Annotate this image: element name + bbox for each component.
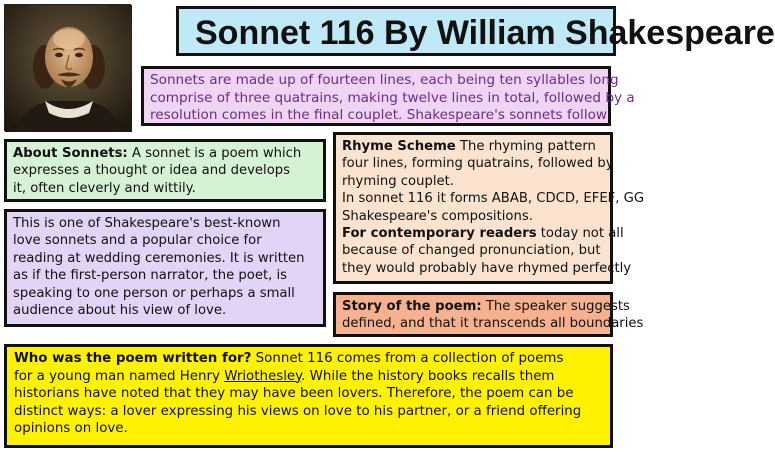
about-line: expresses a thought or idea and develops	[13, 163, 291, 179]
story-line: defined, and that it transcends all boundaries	[342, 316, 644, 332]
rhyme-label: Rhyme Scheme	[342, 139, 456, 154]
rhyme-line: Shakespeare's compositions.	[342, 208, 533, 224]
about-sonnets-panel	[4, 139, 326, 202]
love-line: speaking to one person or perhaps a small	[13, 285, 295, 301]
who-text: Sonnet 116 comes from a collection of poems	[251, 351, 564, 366]
who-line	[14, 368, 610, 386]
about-line	[13, 145, 323, 162]
love-line: love sonnets and a popular choice for	[13, 233, 262, 249]
love-sonnet-panel	[4, 209, 326, 327]
who-line	[14, 350, 610, 368]
about-line: it, often cleverly and wittily.	[13, 180, 196, 196]
love-line: as if the first-person narrator, the poet, is	[13, 268, 288, 284]
who-text: for a young man named Henry	[14, 368, 225, 384]
rhyme-scheme-panel	[333, 132, 645, 284]
intro-panel	[141, 66, 635, 126]
who-label: Who was the poem written for?	[14, 351, 252, 366]
portrait-image	[5, 5, 132, 132]
intro-line: resolution comes in the final couplet. Shakespeare's sonnets follow	[150, 107, 608, 124]
story-line	[342, 298, 630, 315]
rhyme-text: today not all	[536, 226, 624, 242]
story-label: Story of the poem:	[342, 299, 482, 314]
rhyme-line: they would probably have rhymed perfectly	[342, 260, 632, 276]
shakespeare-portrait	[4, 4, 131, 131]
who-text: . While the history books recalls them	[301, 368, 555, 384]
rhyme-line: because of changed pronunciation, but	[342, 243, 601, 259]
rhyme-line: rhyming couplet.	[342, 173, 454, 189]
rhyme-text: The rhyming pattern	[455, 139, 596, 154]
who-written-for-panel	[4, 344, 613, 448]
rhyme-line: four lines, forming quatrains, followed by	[342, 156, 614, 172]
story-panel	[333, 292, 644, 337]
love-line: This is one of Shakespeare's best-known	[13, 216, 281, 231]
story-text: The speaker suggests	[481, 299, 630, 314]
rhyme-line	[342, 138, 610, 155]
who-line: historians have noted that they may have been lovers. Therefore, the poem can be	[14, 386, 574, 402]
about-label: About Sonnets:	[13, 146, 128, 161]
page-title: Sonnet 116 By William Shakespeare	[195, 14, 775, 52]
name-wriothesley: Wriothesley	[224, 368, 302, 384]
intro-line: comprise of three quatrains, making twelve lines in total, followed by a	[150, 89, 635, 106]
love-line: reading at wedding ceremonies. It is written	[13, 250, 305, 266]
love-line: audience about his view of love.	[13, 303, 227, 319]
contemporary-label: For contemporary readers	[342, 226, 537, 242]
about-text: A sonnet is a poem which	[127, 146, 302, 161]
rhyme-line	[342, 225, 624, 242]
who-line: distinct ways: a lover expressing his views on love to his partner, or a friend offering	[14, 403, 582, 419]
rhyme-line: In sonnet 116 it forms ABAB, CDCD, EFEF, GG	[342, 191, 645, 207]
title-banner	[176, 6, 775, 56]
who-line: opinions on love.	[14, 421, 128, 437]
intro-line: Sonnets are made up of fourteen lines, each being ten syllables long	[150, 72, 619, 88]
